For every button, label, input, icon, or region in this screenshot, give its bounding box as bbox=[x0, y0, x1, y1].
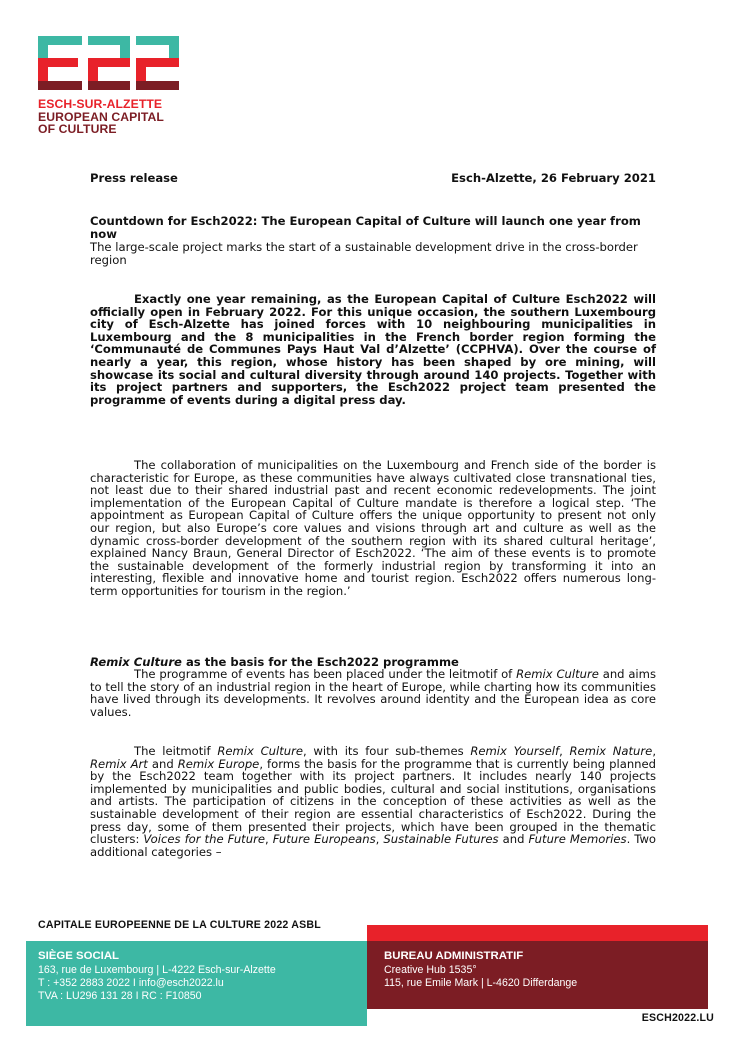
text-run: , bbox=[375, 832, 384, 847]
footer-organization: CAPITALE EUROPEENNE DE LA CULTURE 2022 ASBL bbox=[38, 919, 321, 931]
registered-office-address: 163, rue de Luxembourg | L-4222 Esch-sur-Alzette bbox=[38, 964, 276, 976]
emphasis-run: Future Europeans bbox=[272, 832, 376, 847]
emphasis-run: Future Memories bbox=[528, 832, 627, 847]
emphasis-run: Remix Yourself bbox=[470, 744, 560, 758]
logo-line-city: ESCH-SUR-ALZETTE bbox=[38, 97, 163, 111]
text-run: and bbox=[147, 756, 178, 771]
heading-emphasis: Remix Culture bbox=[90, 655, 182, 669]
admin-office-building: Creative Hub 1535° bbox=[384, 964, 477, 976]
text-run: The programme of events has been placed under the leitmotif of bbox=[134, 667, 517, 681]
paragraph-programme bbox=[90, 668, 656, 718]
emphasis-run: Remix Nature bbox=[569, 744, 653, 758]
registered-office-tax: TVA : LU296 131 28 I RC : F10850 bbox=[38, 990, 202, 1002]
logo-wordmark bbox=[38, 98, 180, 136]
emphasis-run: Voices for the Future bbox=[143, 832, 265, 847]
emphasis-run: Sustainable Futures bbox=[383, 832, 499, 847]
text-run: , bbox=[264, 832, 273, 847]
logo-letter-e bbox=[38, 36, 82, 90]
logo-line-ecc: EUROPEAN CAPITAL bbox=[38, 109, 164, 124]
emphasis-run: Remix Culture bbox=[217, 744, 304, 758]
emphasis-run: Remix Art bbox=[90, 756, 148, 771]
subheadline: The large-scale project marks the start of a sustainable development drive in the cross-border region bbox=[90, 240, 638, 267]
footer-registered-office bbox=[38, 950, 276, 1003]
paragraph-collaboration: The collaboration of municipalities on the Luxembourg and French side of the border is characteristic for Europe, as these communities have always cultivated close transnational ties, not least due to their shared industrial past and recent economic redevelopments. The joint implementation of the European Capital of Culture mandate is therefore a logical step. ‘The appointment as European Capital of Culture offers the unique opportunity to present not only our region, but also Europe’s core values and visions through art and culture as well as the dynamic cross-border development of the southern region with its shared cultural heritage’, explained Nancy Braun, General Director of Esch2022. ‘The aim of these events is to promote the sustainable development of the formerly industrial region by transforming it into an interesting, flexible and innovative home and tourist region. Esch2022 offers numerous long-term opportunities for tourism in the region.’ bbox=[90, 458, 656, 598]
e22-logo-icon bbox=[38, 36, 180, 90]
dateline: Esch-Alzette, 26 February 2021 bbox=[451, 171, 656, 185]
logo-digit-2-first bbox=[88, 36, 130, 90]
heading-rest: as the basis for the Esch2022 programme bbox=[181, 655, 459, 669]
logo-line-culture: OF CULTURE bbox=[38, 122, 117, 136]
text-run: and aims to tell the story of an industrial region in the heart of Europe, while charting how its communities have lived through its developments. It revolves around identity and the European idea as core values. bbox=[90, 667, 656, 719]
paragraph-leitmotif bbox=[90, 745, 656, 858]
website-link[interactable]: ESCH2022.LU bbox=[641, 1012, 714, 1024]
registered-office-contact: T : +352 2883 2022 I info@esch2022.lu bbox=[38, 977, 224, 989]
emphasis-run: Remix Culture bbox=[516, 667, 599, 681]
admin-office-title: BUREAU ADMINISTRATIF bbox=[384, 950, 524, 962]
text-run: , forms the basis for the programme that is currently being planned by the Esch2022 team together with its project partners. It includes nearly 140 projects implemented by municipalities and public bodies, cultural and social institutions, organisations and artists. The participation of citizens in the conception of these activities as well as the sustainable development of their region are essential characteristics of Esch2022. During the press day, some of them presented their projects, which have been grouped in the thematic clusters: bbox=[90, 756, 657, 847]
text-run: , with its four sub-themes bbox=[303, 744, 471, 758]
text-run: , bbox=[652, 744, 656, 758]
admin-office-address: 115, rue Emile Mark | L-4620 Differdange bbox=[384, 977, 578, 989]
registered-office-title: SIÈGE SOCIAL bbox=[38, 950, 120, 962]
footer-admin-office bbox=[384, 950, 577, 990]
text-run: and bbox=[498, 832, 529, 847]
headline: Countdown for Esch2022: The European Capital of Culture will launch one year from now bbox=[90, 214, 641, 241]
text-run: . Two additional categories – bbox=[90, 832, 657, 859]
press-header bbox=[90, 172, 656, 185]
text-run: The leitmotif bbox=[134, 744, 218, 758]
press-release-label: Press release bbox=[90, 171, 178, 185]
text-run: , bbox=[559, 744, 570, 758]
lead-paragraph: Exactly one year remaining, as the European Capital of Culture Esch2022 will officially open in February 2022. For this unique occasion, the southern Luxembourg city of Esch-Alzette has joined forces with 10 neighbouring municipalities in Luxembourg and the 8 municipalities in the French border region forming the ‘Communauté de Communes Pays Haut Val d’Alzette’ (CCPHVA). Over the course of nearly a year, this region, whose history has been shaped by ore mining, will showcase its social and cultural diversity through around 140 projects. Together with its project partners and supporters, the Esch2022 project team presented the programme of events during a digital press day. bbox=[90, 292, 656, 407]
e22-logo bbox=[38, 36, 180, 136]
emphasis-run: Remix Europe bbox=[177, 756, 260, 771]
logo-digit-2-second bbox=[136, 36, 179, 90]
